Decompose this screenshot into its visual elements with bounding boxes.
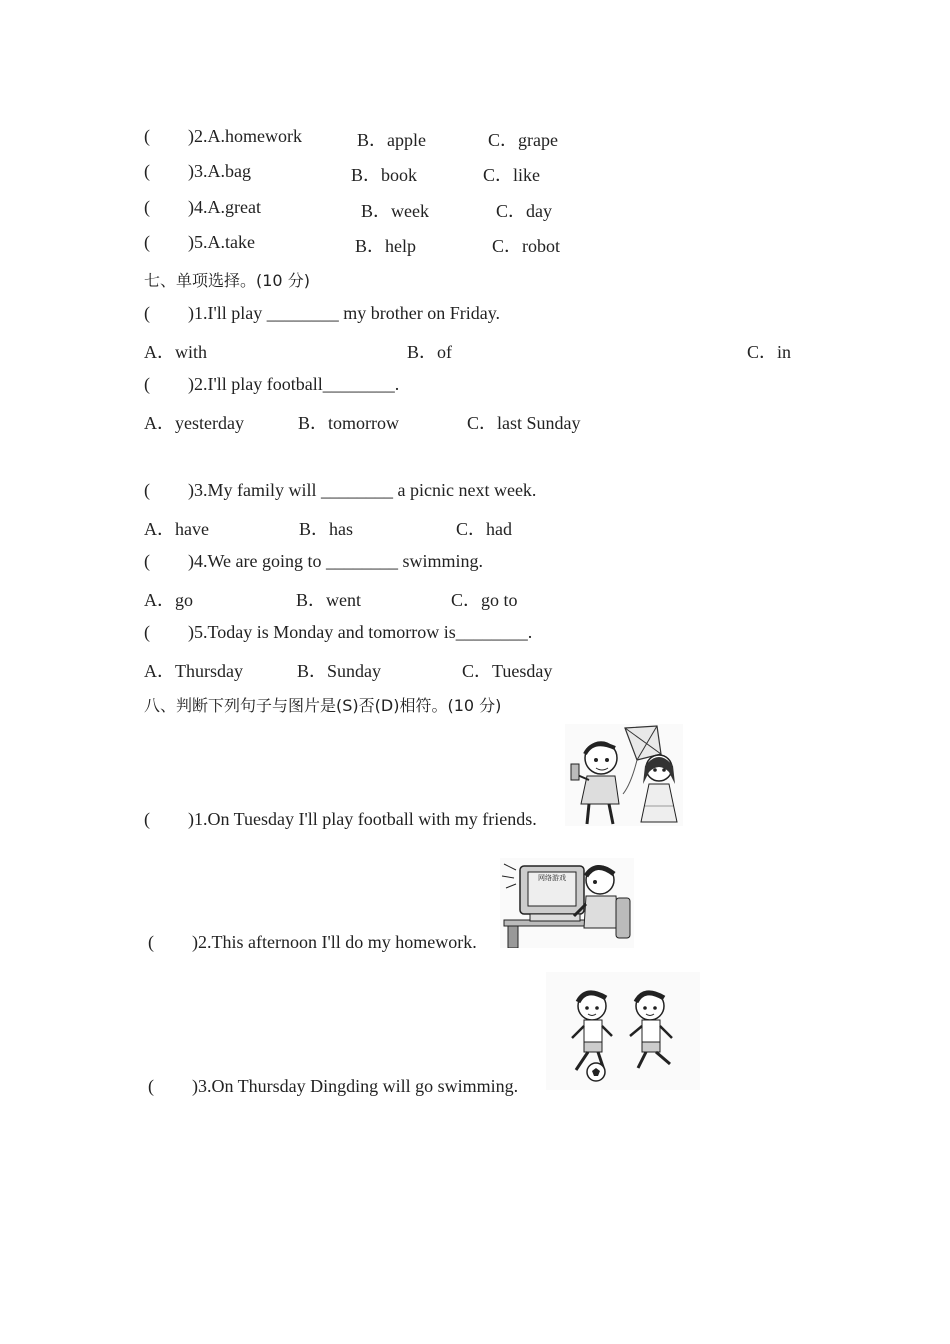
option-b: B．book: [351, 165, 418, 185]
s8-item3-text: )3.On Thursday Dingding will go swimming.: [192, 1076, 519, 1096]
q2-option-c: C．last Sunday: [467, 413, 581, 433]
answer-close-paren: ): [188, 232, 194, 252]
option-c: C．robot: [492, 236, 561, 256]
boys-playing-football-picture: [546, 972, 700, 1090]
q5-option-b: B．Sunday: [297, 661, 382, 681]
answer-open-paren[interactable]: (: [144, 374, 150, 394]
q2-option-b: B．tomorrow: [298, 413, 399, 433]
answer-open-paren[interactable]: (: [148, 932, 154, 952]
answer-open-paren[interactable]: (: [148, 1076, 154, 1096]
q4-option-c: C．go to: [451, 590, 518, 610]
q5-stem: )5.Today is Monday and tomorrow is________.: [188, 622, 533, 642]
q3-stem: )3.My family will ________ a picnic next week.: [188, 480, 537, 500]
q1-option-a: A．with: [144, 342, 207, 362]
q4-stem: )4.We are going to ________ swimming.: [188, 551, 484, 571]
q3-option-a: A．have: [144, 519, 209, 539]
answer-close-paren: ): [188, 197, 194, 217]
option-c: C．day: [496, 201, 552, 221]
answer-open-paren[interactable]: (: [144, 126, 150, 146]
q5-option-c: C．Tuesday: [462, 661, 553, 681]
answer-close-paren: ): [188, 161, 194, 181]
kids-flying-kite-picture: [565, 724, 683, 826]
answer-open-paren[interactable]: (: [144, 232, 150, 252]
computer-screen-label: 网络游戏: [538, 874, 566, 882]
boy-at-computer-picture: [500, 858, 634, 948]
option-c: C．like: [483, 165, 540, 185]
q1-option-b: B．of: [407, 342, 452, 362]
answer-open-paren[interactable]: (: [144, 480, 150, 500]
s8-item1-text: )1.On Tuesday I'll play football with my friends.: [188, 809, 537, 829]
answer-close-paren: ): [188, 126, 194, 146]
q4-option-b: B．went: [296, 590, 361, 610]
section8-title: 八、判断下列句子与图片是(S)否(D)相符。(10 分): [144, 696, 502, 715]
answer-open-paren[interactable]: (: [144, 161, 150, 181]
q4-option-a: A．go: [144, 590, 193, 610]
answer-open-paren[interactable]: (: [144, 197, 150, 217]
answer-open-paren[interactable]: (: [144, 809, 150, 829]
option-b: B．apple: [357, 130, 426, 150]
section7-title: 七、单项选择。(10 分): [144, 271, 310, 290]
answer-open-paren[interactable]: (: [144, 303, 150, 323]
s8-item2-text: )2.This afternoon I'll do my homework.: [192, 932, 477, 952]
answer-open-paren[interactable]: (: [144, 551, 150, 571]
q2-option-a: A．yesterday: [144, 413, 244, 433]
option-b: B．help: [355, 236, 416, 256]
option-a: 4.A.great: [194, 197, 261, 217]
q3-option-c: C．had: [456, 519, 512, 539]
option-b: B．week: [361, 201, 429, 221]
q1-option-c: C．in: [747, 342, 792, 362]
option-a: 3.A.bag: [194, 161, 251, 181]
answer-open-paren[interactable]: (: [144, 622, 150, 642]
q2-stem: )2.I'll play football________.: [188, 374, 400, 394]
option-a: 2.A.homework: [194, 126, 302, 146]
q3-option-b: B．has: [299, 519, 353, 539]
option-c: C．grape: [488, 130, 558, 150]
option-a: 5.A.take: [194, 232, 255, 252]
q5-option-a: A．Thursday: [144, 661, 243, 681]
q1-stem: )1.I'll play ________ my brother on Friday.: [188, 303, 501, 323]
